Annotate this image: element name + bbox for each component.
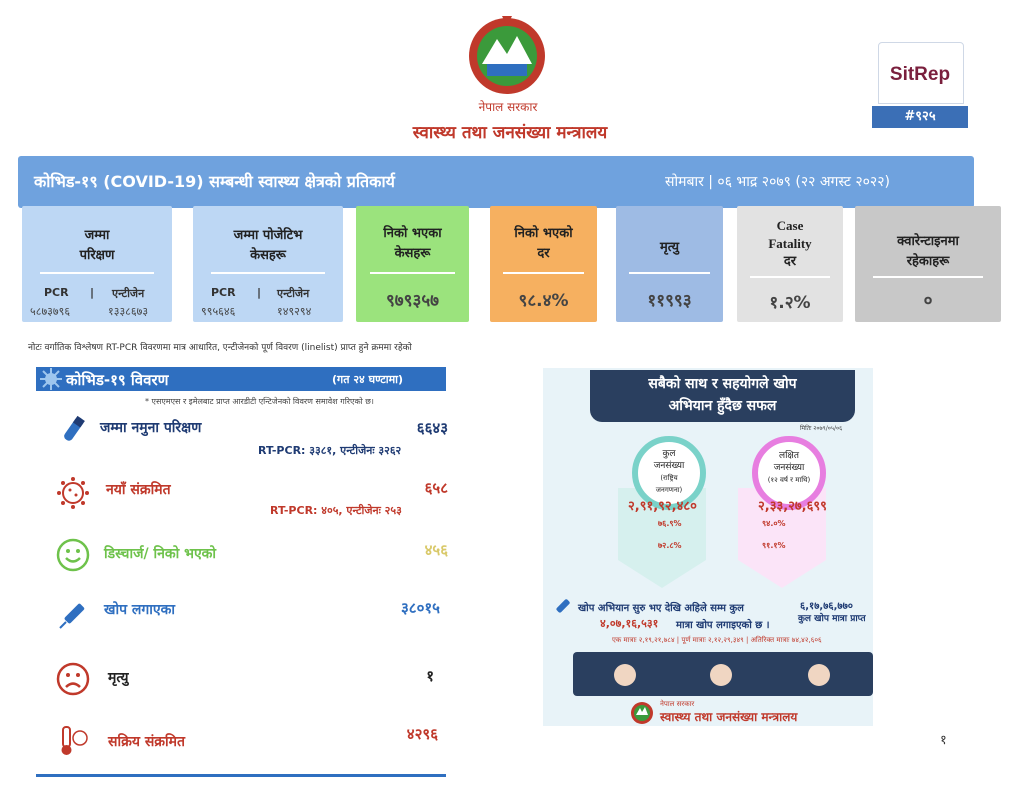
- bubble-line: जनगणना): [655, 486, 683, 494]
- virus-icon: [56, 476, 90, 510]
- card-quarantine: [855, 206, 1001, 322]
- government-label: नेपाल सरकार: [478, 100, 538, 114]
- sitrep-number: #९२५: [872, 106, 968, 128]
- card-title: दर: [783, 254, 797, 269]
- infographic-gov: नेपाल सरकार: [660, 700, 695, 708]
- infographic-title: सबैको साथ र सहयोगले खोप: [648, 376, 797, 392]
- banner-date: सोमबार | ०६ भाद्र २०७९ (२२ अगस्ट २०२२): [665, 174, 890, 190]
- row-value-active-cases: ४२९६: [406, 725, 438, 743]
- card-title: परिक्षण: [79, 248, 115, 263]
- daily-panel-period: (गत २४ घण्टामा): [332, 373, 404, 386]
- card-title: क्वारेन्टाइनमा: [897, 234, 959, 249]
- card-recovery-rate: [490, 206, 597, 322]
- card-divider: [629, 272, 710, 274]
- bubble-line: जनसंख्या: [653, 461, 685, 471]
- separator: |: [90, 286, 95, 299]
- population-pct-1: ७६.९%: [658, 519, 682, 528]
- dose-breakdown: एक मात्राः २,१९,२१,७८४ | पूर्ण मात्राः २,१२,२९,३४९ | अतिरिक्त मात्राः ७४,४२,६०६: [612, 636, 822, 644]
- population-pct-2: ७२.८%: [658, 541, 682, 550]
- card-value: ९८.४%: [518, 291, 569, 311]
- card-title: केसहरू: [250, 248, 286, 263]
- test-tube-icon: [56, 414, 90, 448]
- sad-face-icon: [56, 662, 90, 696]
- pcr-label: PCR: [44, 286, 69, 299]
- smiley-icon: [56, 538, 90, 572]
- separator: |: [257, 286, 262, 299]
- syringe-icon: [551, 596, 573, 618]
- bubble-line: लक्षित: [778, 451, 800, 461]
- card-value: १.२%: [769, 293, 811, 313]
- card-title: Fatality: [768, 236, 812, 251]
- daily-panel-title: कोभिड-१९ विवरण: [66, 371, 169, 389]
- antigen-value: १४९२९४: [277, 305, 312, 318]
- card-divider: [873, 276, 984, 278]
- row-label-total-samples: जम्मा नमुना परिक्षण: [100, 420, 202, 436]
- card-title: जम्मा पोजेटिभ: [233, 228, 303, 243]
- received-doses-value: ६,१७,७६,७७०: [800, 601, 853, 612]
- row-sub-new-cases: RT-PCR: ४०५, एन्टीजेनः २५३: [270, 504, 402, 517]
- card-value: ९७९३५७: [385, 291, 440, 311]
- card-divider: [370, 272, 456, 274]
- sitrep-label: SitRep: [889, 64, 951, 85]
- target-pct-2: ९१.१%: [762, 541, 786, 550]
- nepal-emblem-icon: [628, 700, 656, 726]
- card-title: दर: [537, 246, 550, 261]
- card-divider: [503, 272, 584, 274]
- received-doses-label: कुल खोप मात्रा प्राप्त: [798, 614, 866, 624]
- campaign-total: ४,०७,१६,५३१: [600, 617, 659, 630]
- campaign-text: खोप अभियान सुरु भए देखि अहिले सम्म कुल: [578, 603, 744, 614]
- infographic-ministry: स्वास्थ्य तथा जनसंख्या मन्त्रालय: [660, 710, 798, 724]
- row-value-new-cases: ६५८: [424, 479, 448, 497]
- row-label-new-cases: नयाँ संक्रमित: [106, 482, 171, 498]
- campaign-tail: मात्रा खोप लगाइएको छ ।: [676, 620, 770, 631]
- card-divider: [40, 272, 154, 274]
- card-title: केसहरू: [394, 246, 431, 261]
- row-label-discharged: डिस्चार्ज/ निको भएको: [104, 546, 217, 562]
- bubble-line: जनसंख्या: [773, 463, 805, 473]
- footnote: नोटः वर्गातिक विश्लेषण RT-PCR विवरणमा मात्र आधारित, एन्टीजेनको पूर्ण विवरण (linelist) प्राप्त हुने क्रममा रहेको: [28, 343, 412, 353]
- row-value-total-samples: ६६४३: [416, 419, 448, 437]
- row-label-deaths: मृत्यु: [108, 670, 129, 686]
- card-case-fatality: [737, 206, 843, 322]
- bubble-line: (राष्ट्रिय: [660, 474, 678, 482]
- banner-title: कोभिड-१९ (COVID-19) सम्बन्धी स्वास्थ्य क्षेत्रको प्रतिकार्य: [34, 172, 395, 191]
- row-sub-total-samples: RT-PCR: ३३८१, एन्टीजेनः ३२६२: [258, 444, 402, 457]
- card-title: Case: [776, 218, 804, 233]
- panel-bottom-rule: [36, 774, 446, 777]
- target-pct-1: ९४.०%: [762, 519, 786, 528]
- thermometer-icon: [56, 724, 90, 758]
- bubble-line: कुल: [662, 449, 676, 459]
- card-deaths: [616, 206, 723, 322]
- pcr-value: ९९५६४६: [201, 305, 236, 318]
- daily-panel-note: * एसएमएस र इमेलबाट प्राप्त आरडीटी एन्टिजेनको विवरण समावेश गरिएको छ।: [145, 397, 374, 406]
- bubble-line: (१२ वर्ष र माथि): [767, 476, 811, 484]
- card-recovered: [356, 206, 469, 322]
- infographic-title: अभियान हुँदैछ सफल: [668, 398, 777, 414]
- antigen-label: एन्टीजेन: [112, 287, 145, 300]
- row-value-discharged: ४५६: [424, 541, 448, 559]
- page-number: १: [940, 733, 947, 748]
- card-divider: [750, 276, 831, 278]
- mask-icon: [614, 664, 636, 686]
- row-value-deaths: १: [426, 667, 434, 685]
- antigen-label: एन्टीजेन: [277, 287, 310, 300]
- ministry-title: स्वास्थ्य तथा जनसंख्या मन्त्रालय: [412, 123, 608, 143]
- pcr-value: ५८७३७९६: [30, 305, 71, 318]
- pcr-label: PCR: [211, 286, 236, 299]
- population-value: २,९१,९२,४८०: [628, 499, 697, 514]
- card-total-tests: [22, 206, 172, 322]
- syringe-icon: [56, 598, 90, 632]
- card-total-positive: [193, 206, 343, 322]
- distance-icon: [710, 664, 732, 686]
- row-label-active-cases: सक्रिय संक्रमित: [108, 734, 186, 750]
- row-label-vaccinated: खोप लगाएका: [104, 602, 176, 618]
- card-title: मृत्यु: [659, 240, 680, 255]
- card-value: ११९९३: [647, 291, 692, 311]
- nepal-emblem-icon: [462, 14, 552, 100]
- card-title: रहेकाहरू: [906, 254, 950, 269]
- target-value: २,३३,२७,६९९: [758, 499, 827, 514]
- handwash-icon: [808, 664, 830, 686]
- card-title: निको भएका: [383, 226, 442, 241]
- antigen-value: १३३८६७३: [108, 305, 149, 318]
- infographic-date: मितिः २०७९/०५/०६: [800, 425, 843, 432]
- card-title: जम्मा: [84, 228, 110, 243]
- card-value: ०: [923, 291, 933, 311]
- row-value-vaccinated: ३८०१५: [400, 599, 440, 617]
- card-divider: [211, 272, 325, 274]
- card-title: निको भएको: [514, 226, 573, 241]
- virus-icon: [40, 368, 62, 390]
